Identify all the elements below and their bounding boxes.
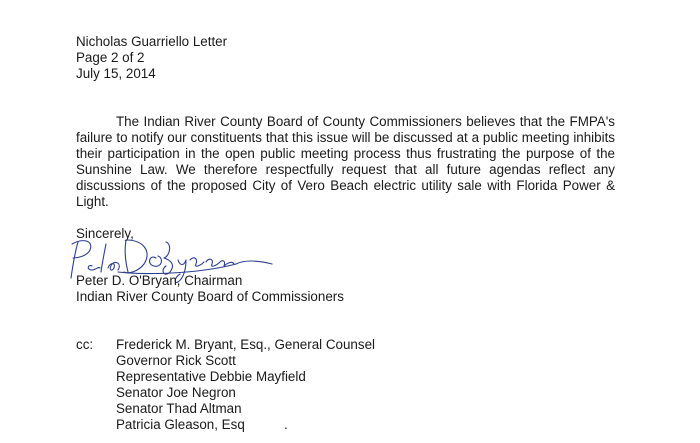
- cc-recipient: Senator Thad Altman: [116, 401, 242, 416]
- cc-recipient: Representative Debbie Mayfield: [116, 369, 306, 384]
- cc-recipient-list: [116, 337, 375, 433]
- letter-date: July 15, 2014: [76, 66, 156, 81]
- stray-period: .: [284, 417, 288, 432]
- cc-recipient: Patricia Gleason, Esq: [116, 417, 245, 432]
- signer-organization: Indian River County Board of Commissioners: [76, 289, 344, 304]
- letter-header: [76, 34, 227, 82]
- cc-recipient: Senator Joe Negron: [116, 385, 236, 400]
- cc-label: cc:: [76, 337, 94, 352]
- letter-title: Nicholas Guarriello Letter: [76, 34, 228, 49]
- closing-salutation: Sincerely,: [76, 226, 134, 241]
- page-number: Page 2 of 2: [76, 50, 145, 65]
- signer-name: Peter D. O'Bryan, Chairman: [76, 273, 243, 288]
- body-paragraph: The Indian River County Board of County Commissioners believes that the FMPA's failure to notify our constituents that this issue will be discussed at a public meeting inhibits their participation in the open public meeting process thus frustrating the purpose of the Sunshine Law. We therefore respectfully request that all future agendas reflect any discussions of the proposed City of Vero Beach electric utility sale with Florida Power & Light.: [76, 114, 615, 209]
- cc-recipient: Frederick M. Bryant, Esq., General Counsel: [116, 337, 375, 352]
- cc-recipient: Governor Rick Scott: [116, 353, 236, 368]
- signer-block: [76, 273, 344, 305]
